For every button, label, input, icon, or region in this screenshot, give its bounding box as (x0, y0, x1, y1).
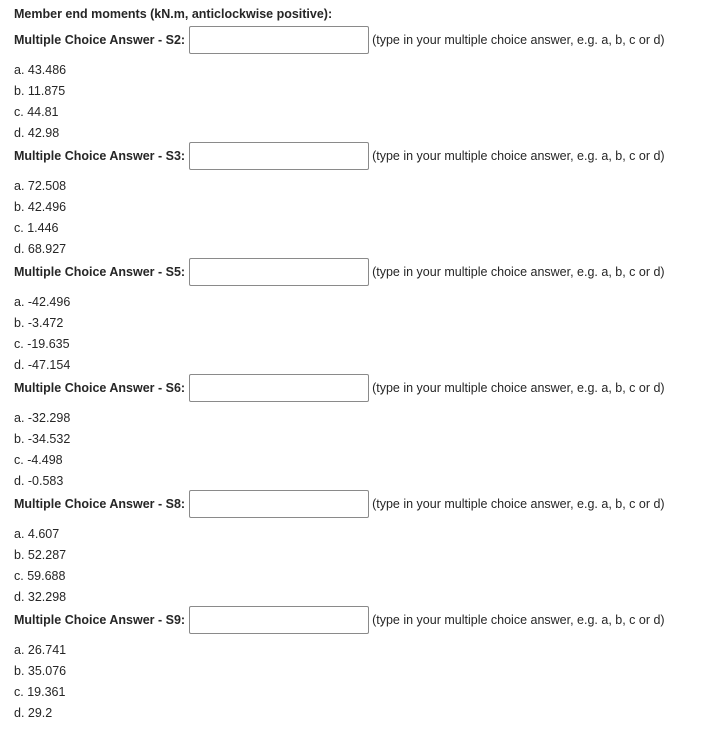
option-d: d. 42.98 (14, 126, 60, 140)
option-list (14, 60, 727, 144)
option-d: d. 29.2 (14, 706, 53, 720)
question-row (14, 25, 727, 55)
question-label: Multiple Choice Answer - S3: (14, 149, 186, 163)
question-label: Multiple Choice Answer - S2: (14, 33, 186, 47)
question-label: Multiple Choice Answer - S9: (14, 613, 186, 627)
option-list (14, 524, 727, 608)
option-a: a. -32.298 (14, 411, 71, 425)
answer-hint: (type in your multiple choice answer, e.g. a, b, c or d) (372, 149, 665, 163)
question-label: Multiple Choice Answer - S5: (14, 265, 186, 279)
option-b: b. 11.875 (14, 84, 66, 98)
option-a: a. 4.607 (14, 527, 60, 541)
option-a: a. 26.741 (14, 643, 67, 657)
option-a: a. -42.496 (14, 295, 71, 309)
option-d: d. -47.154 (14, 358, 71, 372)
answer-input-s8[interactable] (189, 490, 369, 518)
option-c: c. 59.688 (14, 569, 66, 583)
question-s5 (14, 257, 727, 373)
question-s2 (14, 25, 727, 141)
question-row (14, 373, 727, 403)
answer-hint: (type in your multiple choice answer, e.g. a, b, c or d) (372, 265, 665, 279)
option-c: c. 1.446 (14, 221, 59, 235)
answer-input-s6[interactable] (189, 374, 369, 402)
answer-hint: (type in your multiple choice answer, e.g. a, b, c or d) (372, 613, 665, 627)
option-a: a. 43.486 (14, 63, 67, 77)
question-row (14, 257, 727, 287)
option-c: c. 19.361 (14, 685, 66, 699)
question-label: Multiple Choice Answer - S6: (14, 381, 186, 395)
question-s3 (14, 141, 727, 257)
option-b: b. 52.287 (14, 548, 67, 562)
question-row (14, 605, 727, 635)
answer-input-s5[interactable] (189, 258, 369, 286)
option-b: b. -34.532 (14, 432, 71, 446)
answer-input-s9[interactable] (189, 606, 369, 634)
option-c: c. -19.635 (14, 337, 70, 351)
question-row (14, 489, 727, 519)
option-d: d. -0.583 (14, 474, 64, 488)
question-label: Multiple Choice Answer - S8: (14, 497, 186, 511)
option-list (14, 292, 727, 376)
question-s8 (14, 489, 727, 605)
option-b: b. 35.076 (14, 664, 67, 678)
question-s9 (14, 605, 727, 721)
answer-hint: (type in your multiple choice answer, e.g. a, b, c or d) (372, 33, 665, 47)
option-list (14, 176, 727, 260)
option-a: a. 72.508 (14, 179, 67, 193)
answer-input-s3[interactable] (189, 142, 369, 170)
question-row (14, 141, 727, 171)
option-list (14, 408, 727, 492)
question-s6 (14, 373, 727, 489)
option-list (14, 640, 727, 724)
option-b: b. 42.496 (14, 200, 67, 214)
section-heading: Member end moments (kN.m, anticlockwise positive): (14, 7, 333, 21)
answer-hint: (type in your multiple choice answer, e.g. a, b, c or d) (372, 497, 665, 511)
answer-input-s2[interactable] (189, 26, 369, 54)
answer-hint: (type in your multiple choice answer, e.g. a, b, c or d) (372, 381, 665, 395)
option-b: b. -3.472 (14, 316, 64, 330)
option-c: c. -4.498 (14, 453, 63, 467)
option-c: c. 44.81 (14, 105, 59, 119)
option-d: d. 68.927 (14, 242, 67, 256)
option-d: d. 32.298 (14, 590, 67, 604)
